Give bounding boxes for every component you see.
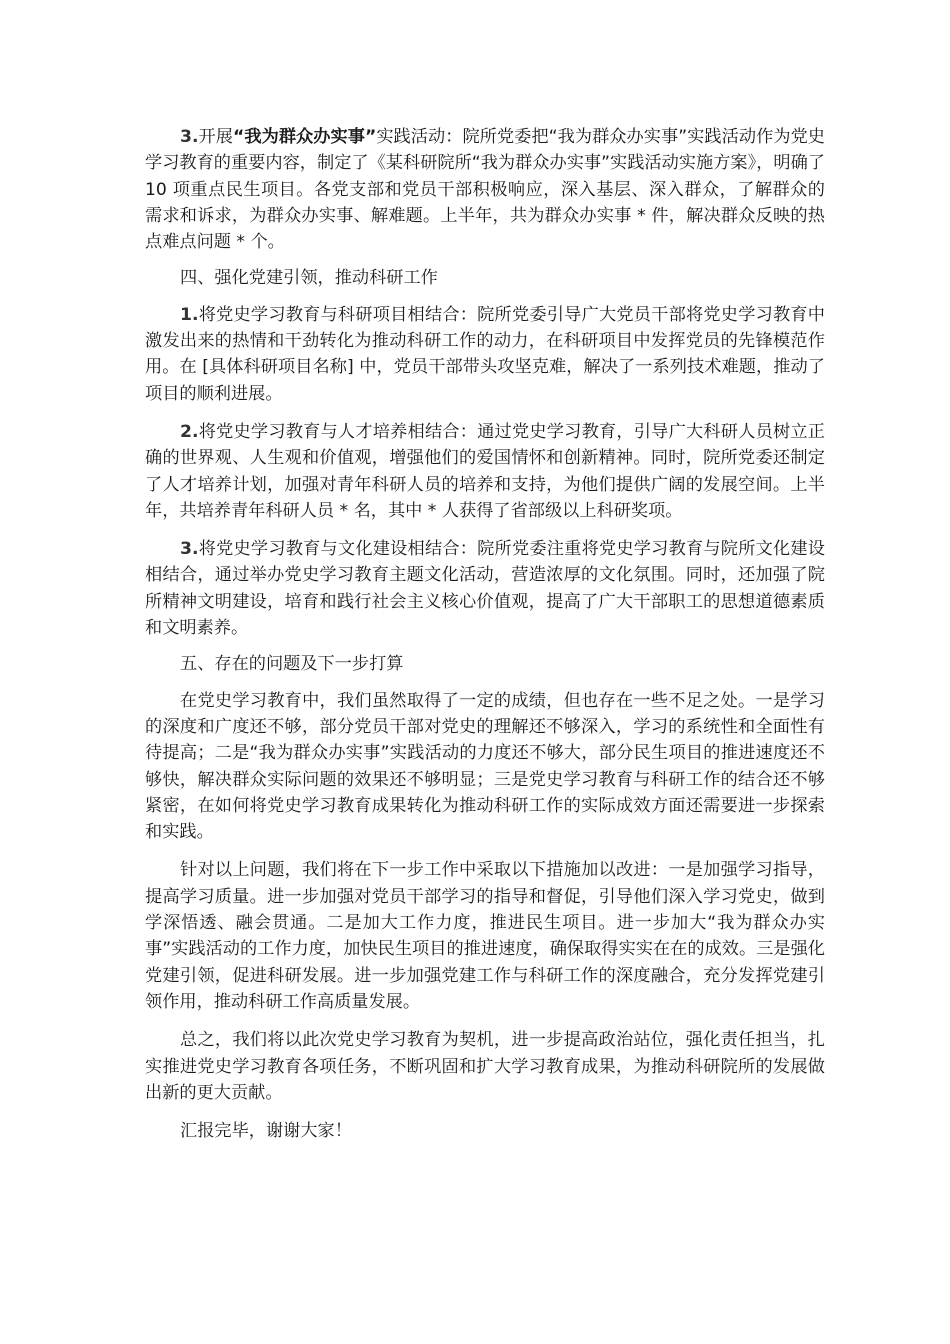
paragraph-problems: 在党史学习教育中，我们虽然取得了一定的成绩，但也存在一些不足之处。一是学习的深度和广度还不够，部分党员干部对党史的理解还不够深入，学习的系统性和全面性有待提高；二是“我为群众办实事”实践活动的力度还不够大，部分民生项目的推进速度还不够快，解决群众实际问题的效果还不够明显；三是党史学习教育与科研工作的结合还不够紧密，在如何将党史学习教育成果转化为推动科研工作的实际成效方面还需要进一步探索和实践。 — [145, 690, 825, 843]
item-number: 3. — [180, 539, 199, 560]
paragraph-text: 将党史学习教育与文化建设相结合：院所党委注重将党史学习教育与院所文化建设相结合，通过举办党史学习教育主题文化活动，营造浓厚的文化氛围。同时，还加强了院所精神文明建设，培育和践行社会主义核心价值观，提高了广大干部职工的思想道德素质和文明素养。 — [145, 539, 825, 639]
paragraph-text: 将党史学习教育与科研项目相结合：院所党委引导广大党员干部将党史学习教育中激发出来的热情和干劲转化为推动科研工作的动力，在科研项目中发挥党员的先锋模范作用。在 [具体科研项目名称] 中，党员干部带头攻坚克难，解决了一系列技术难题，推动了项目的顺利进展。 — [145, 304, 825, 404]
paragraph-conclusion: 总之，我们将以此次党史学习教育为契机，进一步提高政治站位，强化责任担当，扎实推进党史学习教育各项任务，不断巩固和扩大学习教育成果，为推动科研院所的发展做出新的更大贡献。 — [145, 1030, 825, 1103]
paragraph-research-projects — [145, 302, 825, 407]
section-heading: 四、强化党建引领，推动科研工作 — [180, 268, 438, 289]
paragraph-practice-activity — [145, 124, 825, 255]
item-number: 1. — [180, 304, 199, 325]
paragraph-culture-building — [145, 536, 825, 641]
document-page — [145, 124, 825, 1144]
paragraph-text: 实践活动：院所党委把“我为群众办实事”实践活动作为党史学习教育的重要内容，制定了《某科研院所“我为群众办实事”实践活动实施方案》，明确了 10 项重点民生项目。各党支部和党员干部积极响应，深入基层、深入群众，了解群众的需求和诉求，为群众办实事、解难题。上半年，共为群众办实事 * 件，解决群众反映的热点难点问题 * 个。 — [145, 127, 825, 253]
paragraph-measures: 针对以上问题，我们将在下一步工作中采取以下措施加以改进：一是加强学习指导，提高学习质量。进一步加强对党员干部学习的指导和督促，引导他们深入学习党史，做到学深悟透、融会贯通。二是加大工作力度，推进民生项目。进一步加大“我为群众办实事”实践活动的工作力度，加快民生项目的推进速度，确保取得实实在在的成效。三是强化党建引领，促进科研发展。进一步加强党建工作与科研工作的深度融合，充分发挥党建引领作用，推动科研工作高质量发展。 — [145, 860, 825, 1012]
item-lead: 开展 — [198, 127, 234, 147]
paragraph-closing: 汇报完毕，谢谢大家！ — [180, 1121, 352, 1142]
item-number: 3. — [180, 127, 199, 147]
item-number: 2. — [180, 421, 199, 442]
paragraph-talent-cultivation — [145, 419, 825, 524]
paragraph-text: 将党史学习教育与人才培养相结合：通过党史学习教育，引导广大科研人员树立正确的世界观、人生观和价值观，增强他们的爱国情怀和创新精神。同时，院所党委还制定了人才培养计划，加强对青年科研人员的培养和支持，为他们提供广阔的发展空间。上半年，共培养青年科研人员 * 名，其中 * 人获得了省部级以上科研奖项。 — [145, 421, 825, 521]
item-emphasis: “我为群众办实事” — [233, 127, 377, 147]
section-heading: 五、存在的问题及下一步打算 — [180, 654, 404, 675]
